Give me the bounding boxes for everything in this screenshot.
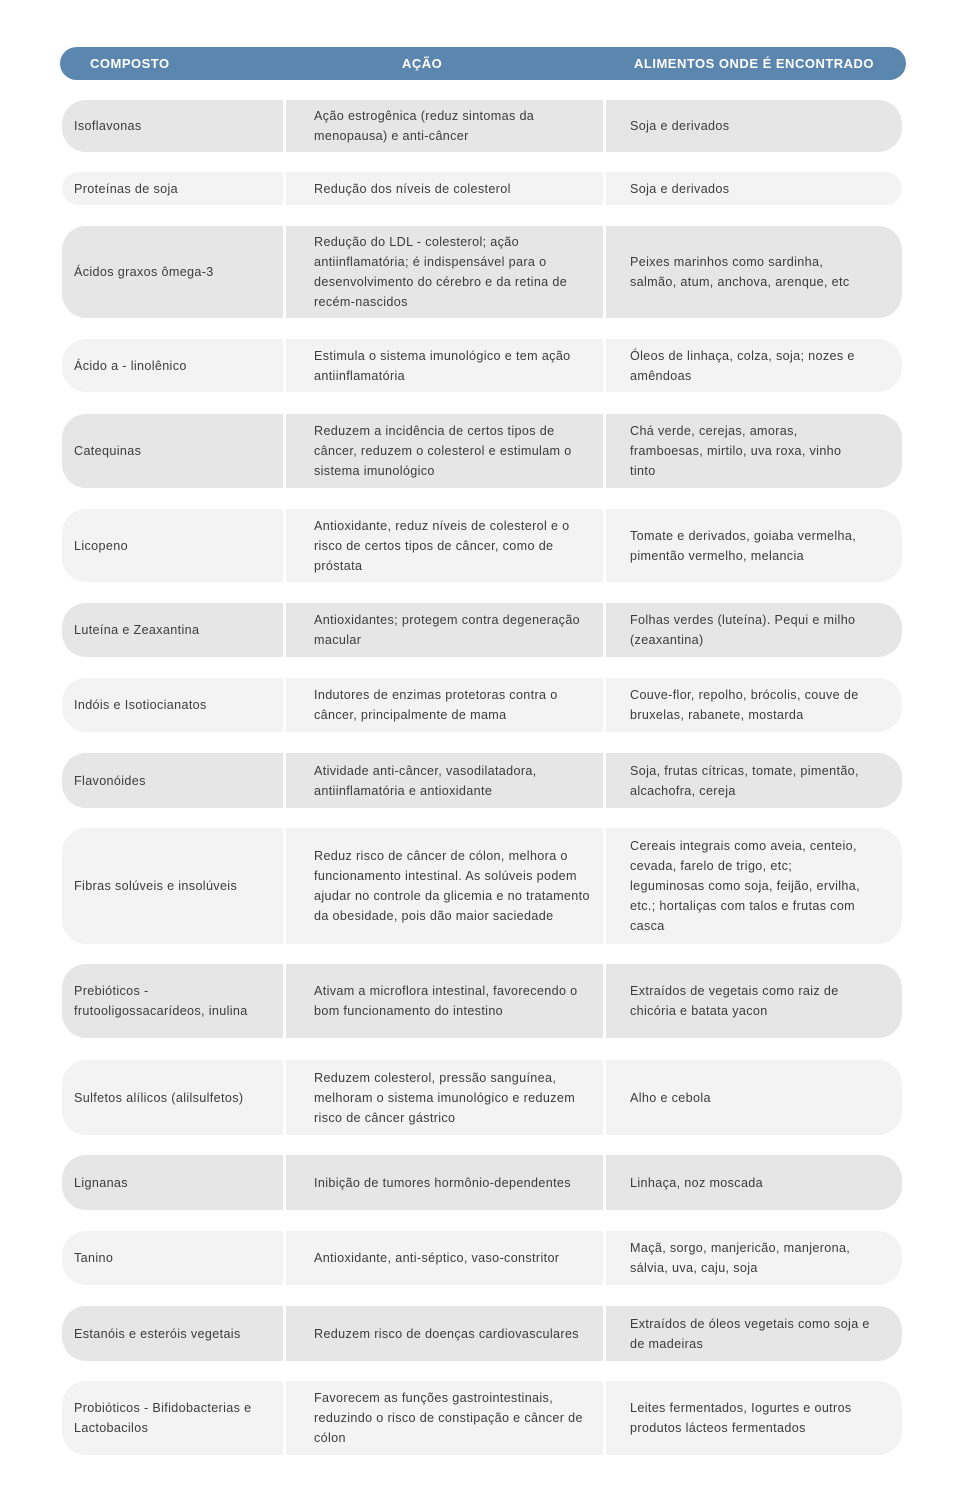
action-cell (314, 753, 594, 808)
foods-cell-text: Extraídos de vegetais como raiz de chicória e batata yacon (630, 984, 839, 1018)
foods-cell (630, 1231, 870, 1285)
action-cell-text: Reduzem colesterol, pressão sanguínea, melhoram o sistema imunológico e reduzem risco de câncer gástrico (314, 1070, 576, 1125)
action-cell (314, 828, 594, 944)
foods-cell (630, 1155, 870, 1210)
foods-cell-text: Alho e cebola (630, 1090, 711, 1105)
foods-cell-text: Maçã, sorgo, manjericão, manjerona, sálvia, uva, caju, soja (630, 1241, 851, 1275)
table-row (62, 828, 902, 944)
action-cell-text: Antioxidantes; protegem contra degeneração macular (314, 613, 581, 647)
table-row (62, 1060, 902, 1135)
compound-cell-text: Estanóis e esteróis vegetais (74, 1326, 241, 1341)
compound-cell (74, 509, 282, 582)
foods-cell (630, 100, 870, 152)
compound-cell (74, 172, 282, 205)
compound-cell-text: Probióticos - Bifidobacterias e Lactobacilos (74, 1401, 252, 1435)
compound-cell-text: Lignanas (74, 1175, 128, 1190)
table-row (62, 1155, 902, 1210)
foods-cell-text: Leites fermentados, Iogurtes e outros produtos lácteos fermentados (630, 1401, 852, 1435)
table-row (62, 339, 902, 392)
action-cell (314, 339, 594, 392)
table-row (62, 172, 902, 205)
action-cell (314, 414, 594, 488)
foods-cell (630, 509, 870, 582)
action-cell-text: Reduz risco de câncer de cólon, melhora o funcionamento intestinal. As solúveis podem ajudar no controle da glicemia e no tratamento da obesidade, pois dão maior saciedade (314, 849, 590, 923)
foods-cell-text: Couve-flor, repolho, brócolis, couve de bruxelas, rabanete, mostarda (630, 688, 859, 722)
table-row (62, 414, 902, 488)
compound-cell-text: Fibras solúveis e insolúveis (74, 879, 238, 893)
action-cell (314, 678, 594, 732)
compound-cell (74, 753, 282, 808)
header-action: AÇÃO (402, 56, 443, 71)
compound-cell-text: Isoflavonas (74, 119, 142, 133)
foods-cell-text: Tomate e derivados, goiaba vermelha, pimentão vermelho, melancia (630, 528, 857, 563)
action-cell-text: Redução dos níveis de colesterol (314, 181, 511, 196)
compound-cell (74, 100, 282, 152)
table-row (62, 603, 902, 657)
action-cell-text: Redução do LDL - colesterol; ação antiinflamatória; é indispensável para o desenvolvimento do cérebro e da retina de recém-nascidos (314, 235, 568, 309)
action-cell (314, 1060, 594, 1135)
action-cell (314, 603, 594, 657)
action-cell-text: Favorecem as funções gastrointestinais, reduzindo o risco de constipação e câncer de cólon (314, 1391, 583, 1445)
action-cell-text: Atividade anti-câncer, vasodilatadora, antiinflamatória e antioxidante (314, 763, 537, 798)
compound-cell (74, 1231, 282, 1285)
action-cell-text: Estimula o sistema imunológico e tem ação antiinflamatória (314, 348, 571, 383)
compound-cell-text: Catequinas (74, 444, 142, 458)
foods-cell-text: Extraídos de óleos vegetais como soja e de madeiras (630, 1316, 870, 1351)
compound-cell (74, 1381, 282, 1455)
compound-cell (74, 603, 282, 657)
compound-cell (74, 678, 282, 732)
header-compound: COMPOSTO (90, 56, 170, 71)
action-cell (314, 172, 594, 205)
compound-cell-text: Flavonóides (74, 773, 146, 788)
action-cell-text: Antioxidante, reduz níveis de colesterol e o risco de certos tipos de câncer, como de próstata (314, 518, 570, 573)
table-row (62, 1306, 902, 1361)
foods-cell (630, 678, 870, 732)
action-cell (314, 1155, 594, 1210)
action-cell-text: Ativam a microflora intestinal, favorecendo o bom funcionamento do intestino (314, 984, 578, 1018)
action-cell (314, 100, 594, 152)
foods-cell-text: Soja e derivados (630, 181, 730, 196)
foods-cell (630, 1060, 870, 1135)
compound-cell (74, 339, 282, 392)
foods-cell-text: Soja, frutas cítricas, tomate, pimentão, alcachofra, cereja (630, 763, 859, 798)
foods-cell (630, 828, 870, 944)
foods-cell (630, 414, 870, 488)
foods-cell (630, 226, 870, 318)
column-divider-1 (283, 98, 286, 1458)
action-cell (314, 1231, 594, 1285)
header-foods: ALIMENTOS ONDE É ENCONTRADO (634, 56, 875, 71)
foods-cell (630, 172, 870, 205)
action-cell-text: Inibição de tumores hormônio-dependentes (314, 1175, 571, 1190)
foods-cell (630, 964, 870, 1038)
compound-cell-text: Indóis e Isotiocianatos (74, 698, 207, 712)
foods-cell-text: Cereais integrais como aveia, centeio, cevada, farelo de trigo, etc; leguminosas como soja, feijão, ervilha, etc.; hortaliças com talos e frutas com casca (630, 839, 860, 933)
table-row (62, 1381, 902, 1455)
action-cell (314, 964, 594, 1038)
compound-cell-text: Prebióticos - frutooligossacarídeos, inulina (74, 984, 248, 1018)
foods-cell-text: Peixes marinhos como sardinha, salmão, atum, anchova, arenque, etc (630, 255, 850, 289)
compound-cell (74, 1306, 282, 1361)
table-row (62, 678, 902, 732)
compound-cell (74, 964, 282, 1038)
foods-cell-text: Linhaça, noz moscada (630, 1175, 764, 1190)
foods-cell-text: Óleos de linhaça, colza, soja; nozes e amêndoas (630, 348, 855, 383)
action-cell (314, 226, 594, 318)
foods-cell (630, 1306, 870, 1361)
table-header (60, 47, 906, 80)
compound-cell (74, 226, 282, 318)
action-cell (314, 509, 594, 582)
action-cell (314, 1381, 594, 1455)
action-cell-text: Reduzem risco de doenças cardiovasculares (314, 1326, 579, 1341)
table-row (62, 964, 902, 1038)
compound-cell-text: Licopeno (74, 538, 128, 553)
foods-cell (630, 339, 870, 392)
column-divider-2 (603, 98, 606, 1458)
compound-cell (74, 414, 282, 488)
table-row (62, 1231, 902, 1285)
table-row (62, 100, 902, 152)
compound-cell-text: Ácidos graxos ômega-3 (74, 265, 214, 279)
table-row (62, 226, 902, 318)
action-cell-text: Ação estrogênica (reduz sintomas da menopausa) e anti-câncer (314, 109, 535, 143)
foods-cell (630, 1381, 870, 1455)
foods-cell (630, 753, 870, 808)
compound-cell (74, 1155, 282, 1210)
action-cell-text: Indutores de enzimas protetoras contra o câncer, principalmente de mama (314, 688, 558, 722)
action-cell-text: Antioxidante, anti-séptico, vaso-constritor (314, 1251, 560, 1265)
compound-cell-text: Sulfetos alílicos (alilsulfetos) (74, 1090, 244, 1105)
table-row (62, 753, 902, 808)
compound-cell-text: Tanino (74, 1251, 114, 1265)
foods-cell-text: Folhas verdes (luteína). Pequi e milho (zeaxantina) (630, 613, 856, 647)
compound-cell-text: Luteína e Zeaxantina (74, 623, 200, 637)
compound-cell-text: Ácido a - linolênico (74, 358, 187, 373)
foods-cell-text: Soja e derivados (630, 119, 730, 133)
compound-cell (74, 1060, 282, 1135)
table-row (62, 509, 902, 582)
foods-cell-text: Chá verde, cerejas, amoras, framboesas, mirtilo, uva roxa, vinho tinto (630, 424, 842, 478)
foods-cell (630, 603, 870, 657)
compound-cell (74, 828, 282, 944)
action-cell-text: Reduzem a incidência de certos tipos de câncer, reduzem o colesterol e estimulam o sistema imunológico (314, 424, 572, 478)
compound-cell-text: Proteínas de soja (74, 181, 178, 196)
action-cell (314, 1306, 594, 1361)
